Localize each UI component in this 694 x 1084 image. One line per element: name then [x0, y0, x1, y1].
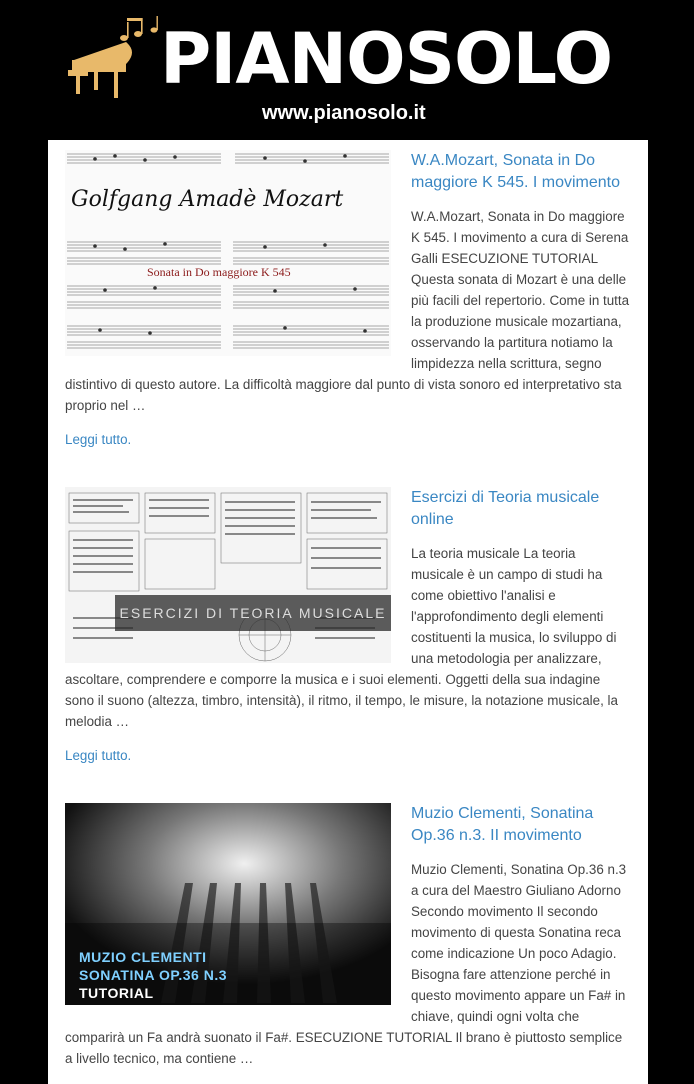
article-item — [48, 140, 648, 449]
site-header — [0, 0, 694, 140]
article-thumbnail[interactable] — [65, 150, 391, 356]
article-item — [48, 449, 648, 765]
article-title[interactable]: W.A.Mozart, Sonata in Do maggiore K 545. I movimento — [411, 152, 620, 191]
image-caption: ESERCIZI DI TEORIA MUSICALE — [115, 595, 391, 631]
article-title[interactable]: Esercizi di Teoria musicale online — [411, 489, 600, 528]
article-excerpt: La teoria musicale La teoria musicale è un campo di studi ha come obiettivo l'analisi e l'approfondimento degli elementi costituenti la musica, lo sviluppo di una metodologia per analizzare, ascoltare, comprendere e comporre la musica e i suoi elementi. Oggetti della sua indagine sono il suono (altezza, timbro, intensità), il ritmo, il tempo, le misure, la notazione musicale, la melodia … — [65, 546, 618, 729]
article-list — [48, 140, 648, 1084]
article-item — [48, 765, 648, 1069]
image-line-composer: MUZIO CLEMENTI — [79, 949, 207, 965]
sheet-music-image — [65, 150, 391, 356]
article-title[interactable]: Muzio Clementi, Sonatina Op.36 n.3. II movimento — [411, 805, 594, 844]
image-line-work: SONATINA OP.36 N.3 — [79, 967, 228, 983]
mozart-signature: Golfgang Amadè Mozart — [71, 187, 344, 212]
article-thumbnail[interactable] — [65, 487, 391, 663]
image-line-tutorial: TUTORIAL — [79, 985, 154, 1001]
theory-chart-image — [65, 487, 391, 663]
article-excerpt: W.A.Mozart, Sonata in Do maggiore K 545. I movimento a cura di Serena Galli ESECUZIONE TUTORIAL Questa sonata di Mozart è una delle più facili del repertorio. Come in tutta la produzione musicale mozartiana, osservando la partitura notiamo la limpidezza nella scrittura, segno distintivo di questo autore. La difficoltà maggiore dal punto di vista sonoro ed interpretativo sta proprio nel … — [65, 209, 630, 413]
image-caption: Sonata in Do maggiore K 545 — [147, 265, 291, 279]
article-thumbnail[interactable] — [65, 803, 391, 1005]
read-more-link[interactable]: Leggi tutto. — [65, 748, 132, 763]
site-logo-text[interactable]: PIANOSOLO — [160, 18, 613, 100]
read-more-link[interactable]: Leggi tutto. — [65, 432, 132, 447]
article-excerpt: Muzio Clementi, Sonatina Op.36 n.3 a cura del Maestro Giuliano Adorno Secondo movimento Il secondo movimento di questa Sonatina reca come indicazione Un poco Adagio. Bisogna fare attenzione perché in questo movimento appare un Fa# in chiave, quindi ogni volta che comparirà un Fa andrà suonato il Fa#. ESECUZIONE TUTORIAL Il brano è piuttosto semplice a livello tecnico, ma contiene … — [65, 862, 627, 1066]
grand-piano-icon[interactable] — [66, 12, 166, 122]
site-url[interactable]: www.pianosolo.it — [262, 102, 426, 124]
